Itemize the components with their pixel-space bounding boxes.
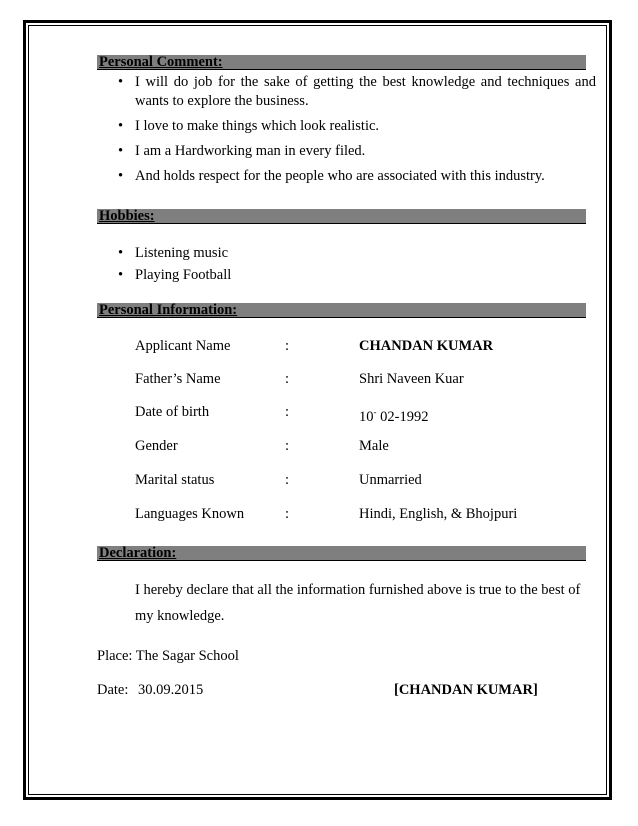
info-label: Date of birth [135,404,210,420]
info-value [359,402,428,427]
info-value: Hindi, English, & Bhojpuri [359,506,518,522]
dob-sup: - [373,407,377,417]
comment-item-text: And holds respect for the people who are associated with this industry. [135,168,545,184]
hobbies-heading-text: Hobbies: [99,208,155,224]
hobby-item-text: Playing Football [135,267,232,283]
comment-item-text: I love to make things which look realistic. [135,118,380,134]
declaration-text: I hereby declare that all the information furnished above is true to the best of my knowledge. [135,582,581,624]
info-row-fathers-name [135,369,595,389]
info-separator: : [285,506,290,522]
hobby-item-text: Listening music [135,245,229,261]
info-separator: : [285,371,290,387]
personal-information-heading [97,303,586,318]
bullet-icon: • [118,267,124,283]
info-label: Languages Known [135,506,245,522]
personal-comment-heading [97,55,586,70]
info-separator: : [285,472,290,488]
personal-information-heading-text: Personal Information: [99,302,238,318]
comment-item-text: I will do job for the sake of getting the best knowledge and techniques and wants to explore the business. [135,74,596,109]
hobbies-heading [97,209,586,224]
info-row-gender [135,436,595,456]
date-line [97,680,203,700]
info-row-languages-known [135,504,595,524]
info-separator: : [285,404,290,420]
info-label: Applicant Name [135,338,231,354]
info-label: Father’s Name [135,371,221,387]
bullet-icon: • [118,74,124,90]
info-label: Marital status [135,472,215,488]
info-value: Shri Naveen Kuar [359,371,464,387]
signature-name: [CHANDAN KUMAR] [394,682,538,698]
info-row-marital-status [135,470,595,490]
info-label: Gender [135,438,178,454]
info-value: Male [359,438,389,454]
dob-rest: 02-1992 [376,408,429,425]
bullet-icon: • [118,245,124,261]
bullet-icon: • [118,143,124,159]
bullet-icon: • [118,118,124,134]
date-label: Date: [97,682,129,698]
declaration-heading [97,546,586,561]
dob-day: 10 [359,408,374,425]
info-value: Unmarried [359,472,422,488]
comment-item-text: I am a Hardworking man in every filed. [135,143,366,159]
info-separator: : [285,338,290,354]
info-row-applicant-name [135,336,595,356]
info-separator: : [285,438,290,454]
bullet-icon: • [118,168,124,184]
date-value: 30.09.2015 [138,682,204,698]
place-line: Place: The Sagar School [97,648,239,664]
personal-comment-heading-text: Personal Comment: [99,54,223,70]
info-row-date-of-birth [135,402,595,425]
declaration-heading-text: Declaration: [99,545,177,561]
info-value: CHANDAN KUMAR [359,338,494,354]
